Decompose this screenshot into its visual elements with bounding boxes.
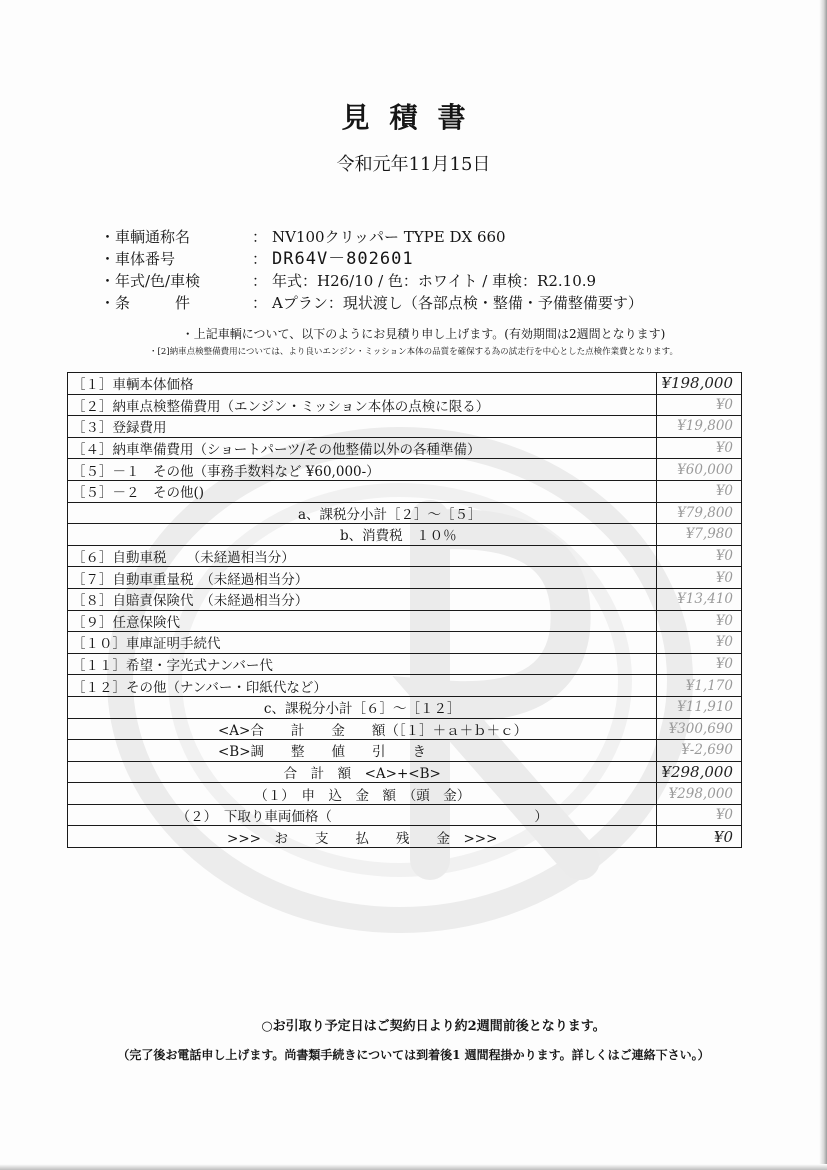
row-item: ［１１］希望・字光式ナンバー代 [68,653,657,675]
row-amount: ¥13,410 [657,588,742,610]
info-value: Aプラン：現状渡し（各部点検・整備・予備整備要す） [272,294,643,312]
row-amount: ¥0 [657,545,742,567]
vehicle-name-row: ・車輌通称名 ： NV100クリッパー TYPE DX 660 [100,228,506,246]
vehicle-year-row: ・年式/色/車検 ： 年式：H26/10 / 色：ホワイト / 車検：R2.10.9 [100,272,597,290]
info-value: NV100クリッパー TYPE DX 660 [272,228,506,246]
scan-edge-bottom [0,1164,827,1170]
table-row [68,632,742,654]
info-label: ・車輌通称名 [100,228,191,246]
row-amount: ¥1,170 [657,675,742,697]
vehicle-number-row: ・車体番号 ： DR64V－802601 [100,249,414,269]
estimate-notes [0,325,827,357]
note-inspection: ・[2]納車点検整備費用については、より良いエンジン・ミッション本体の品質を確保する為の試走行を中心とした点検作業費となります。 [149,347,678,357]
row-item: ［５］－１ その他（事務手数料など ¥60,000-） [68,459,657,481]
row-amount: ¥198,000 [657,373,742,395]
row-amount: ¥-2,690 [657,740,742,762]
table-row [68,610,742,632]
row-item: <A>合 計 金 額（［１］＋ａ＋ｂ＋ｃ） [68,718,657,740]
table-row [68,718,742,740]
document-date: 令和元年11月15日 [336,154,491,175]
row-item: ［５］－２ その他() [68,480,657,502]
row-amount: ¥0 [657,480,742,502]
row-item: （２） 下取り車両価格（ ） [68,804,657,826]
table-row [68,675,742,697]
table-row [68,545,742,567]
row-amount: ¥0 [657,394,742,416]
row-amount: ¥0 [657,804,742,826]
table-row [68,588,742,610]
table-row [68,761,742,783]
note-validity: ・上記車輌について、以下のようにお見積り申し上げます。(有効期間は2週間となります) [181,327,666,341]
table-row [68,567,742,589]
table-row [68,480,742,502]
row-item: ［１２］その他（ナンバー・印紙代など） [68,675,657,697]
row-amount: ¥298,000 [657,761,742,783]
pickup-note: ○お引取り予定日はご契約日より約2週間前後となります。 [261,1019,606,1034]
info-value: 年式：H26/10 / 色：ホワイト / 車検：R2.10.9 [272,272,597,290]
table-row [68,394,742,416]
row-item: ［８］自賠責保険代 （未経過相当分） [68,588,657,610]
table-row [68,416,742,438]
row-item: ［３］登録費用 [68,416,657,438]
row-item: >>> お 支 払 残 金 >>> [68,826,657,848]
row-item: （１） 申 込 金 額 （頭 金） [68,783,657,805]
row-amount: ¥300,690 [657,718,742,740]
row-amount: ¥0 [657,567,742,589]
table-row [68,653,742,675]
row-amount: ¥298,000 [657,783,742,805]
vehicle-condition-row: ・条 件 ： Aプラン：現状渡し（各部点検・整備・予備整備要す） [100,294,643,312]
row-item: c、課税分小計［６］～［１２］ [68,696,657,718]
document-title: 見積書 [341,101,486,134]
row-amount: ¥7,980 [657,524,742,546]
table-row [68,502,742,524]
row-item: ［２］納車点検整備費用（エンジン・ミッション本体の点検に限る） [68,394,657,416]
scan-edge-right [819,0,827,1170]
row-amount: ¥19,800 [657,416,742,438]
table-row [68,459,742,481]
table-row [68,696,742,718]
row-amount: ¥0 [657,632,742,654]
table-row [68,524,742,546]
info-label: ・年式/色/車検 [100,272,201,290]
row-item: ［４］納車準備費用（ショートパーツ/その他整備以外の各種準備） [68,437,657,459]
row-amount: ¥0 [657,610,742,632]
row-item: ［１０］車庫証明手続代 [68,632,657,654]
row-item: b、消費税 １０％ [68,524,657,546]
contact-note: （完了後お電話申し上げます。尚書類手続きについては到着後1 週間程掛かります。詳しくはご連絡下さい。） [117,1048,710,1062]
row-item: ［１］車輌本体価格 [68,373,657,395]
row-item: a、課税分小計［２］～［５］ [68,502,657,524]
table-row [68,826,742,848]
row-amount: ¥11,910 [657,696,742,718]
table-row [68,437,742,459]
table-row [68,740,742,762]
row-amount: ¥0 [657,826,742,848]
vehicle-info [100,226,643,314]
row-item: <B>調 整 値 引 き [68,740,657,762]
row-amount: ¥79,800 [657,502,742,524]
info-value: DR64V－802601 [272,249,414,269]
estimate-table [67,372,742,848]
info-label: ・条 件 [100,294,191,312]
row-amount: ¥0 [657,437,742,459]
row-item: ［９］任意保険代 [68,610,657,632]
row-item: ［６］自動車税 （未経過相当分） [68,545,657,567]
info-label: ・車体番号 [100,250,176,268]
table-row [68,783,742,805]
row-item: 合 計 額 <A>+<B> [68,761,657,783]
row-amount: ¥0 [657,653,742,675]
row-item: ［７］自動車重量税 （未経過相当分） [68,567,657,589]
row-amount: ¥60,000 [657,459,742,481]
table-row [68,373,742,395]
table-row [68,804,742,826]
